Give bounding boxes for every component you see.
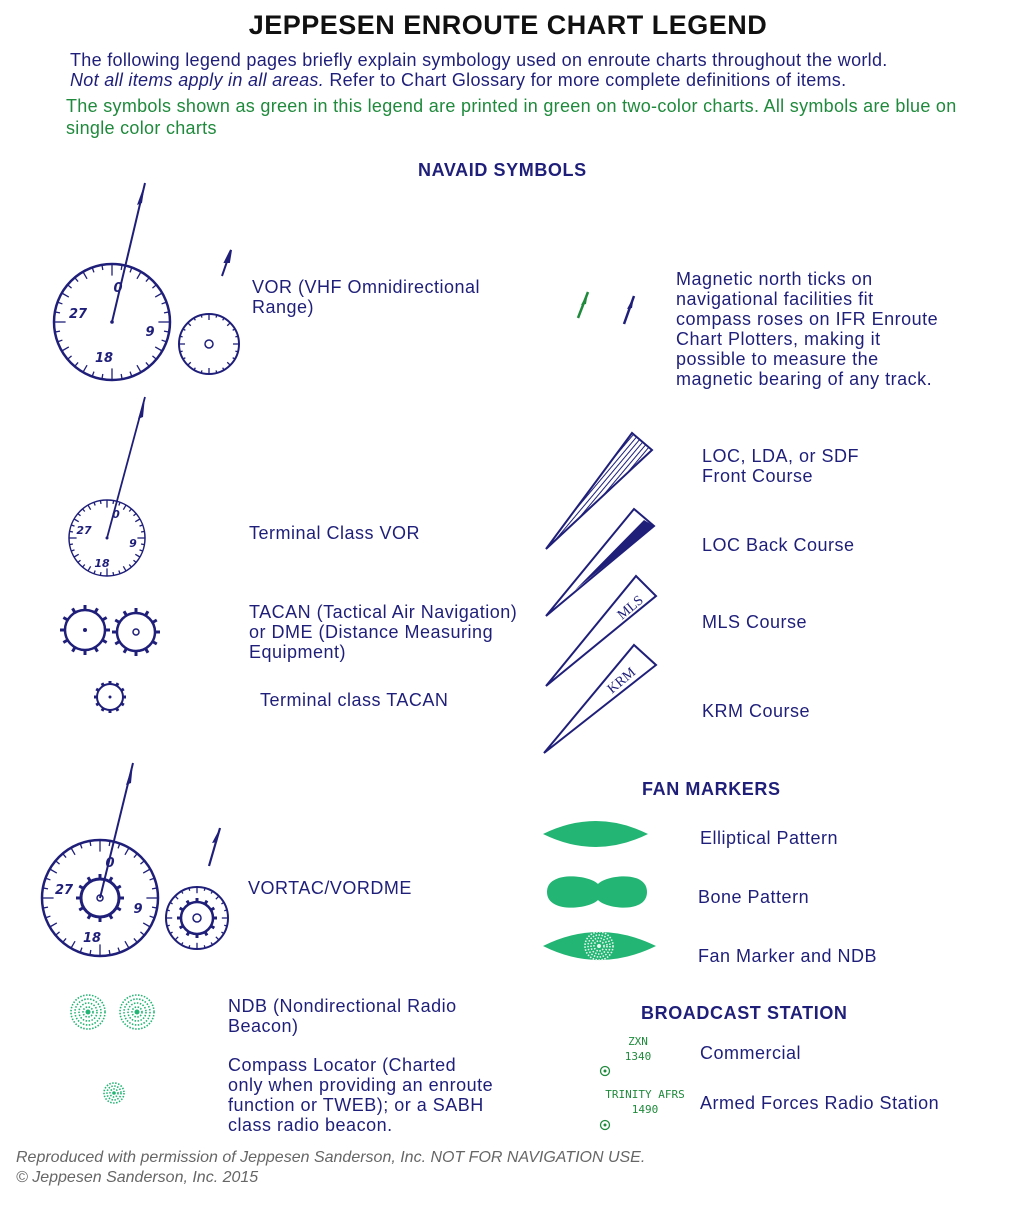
footer-line-2: © Jeppesen Sanderson, Inc. 2015 (16, 1169, 259, 1186)
loc-back-label: LOC Back Course (702, 535, 855, 555)
green-note: The symbols shown as green in this legend are printed in green on two-color charts. All symbols are blue on single color charts (66, 96, 957, 138)
elliptical-pattern-icon (543, 821, 648, 847)
rose-north-label: 0 (113, 281, 123, 296)
terminal-tacan-label: Terminal class TACAN (260, 690, 449, 710)
navaid-heading: NAVAID SYMBOLS (418, 160, 587, 180)
vortac-rose-north-label: 0 (105, 856, 115, 871)
fan-markers-heading: FAN MARKERS (642, 779, 781, 799)
rose-east-label: 9 (145, 325, 155, 340)
tacan-icon (60, 605, 160, 656)
magnetic-north-ticks-icon (578, 292, 634, 324)
fan-ndb-label: Fan Marker and NDB (698, 946, 878, 966)
ndb-label: NDB (Nondirectional Radio Beacon) (228, 996, 457, 1036)
armed-forces-label: Armed Forces Radio Station (700, 1093, 940, 1113)
vor-label: VOR (VHF Omnidirectional Range) (252, 277, 481, 317)
vor-compass-rose-icon (54, 183, 170, 380)
fan-marker-ndb-icon (543, 932, 656, 960)
armed-callsign: TRINITY AFRS (605, 1088, 685, 1101)
vor-small-rose-icon (179, 250, 239, 374)
tacan-label: TACAN (Tactical Air Navigation) or DME (Distance Measuring Equipment) (249, 602, 518, 662)
vortac-rose-east-label: 9 (133, 902, 143, 917)
magnetic-note: Magnetic north ticks on navigational facilities fit compass roses on IFR Enroute Chart Plotters, making it possible to measure the magnetic bearing of any track. (676, 269, 939, 389)
vortac-rose-south-label: 18 (82, 931, 102, 946)
bone-pattern-icon (547, 876, 647, 907)
mls-tag: MLS (614, 593, 647, 624)
krm-label: KRM Course (702, 701, 811, 721)
terminal-rose-east-label: 9 (129, 537, 137, 550)
terminal-rose-south-label: 18 (94, 557, 110, 570)
vortac-label: VORTAC/VORDME (248, 878, 412, 898)
broadcast-heading: BROADCAST STATION (641, 1003, 848, 1023)
armed-forces-broadcast-icon (601, 1088, 685, 1130)
compass-locator-label: Compass Locator (Charted only when providing an enroute function or TWEB); or a SABH class radio beacon. (228, 1055, 494, 1135)
commercial-frequency: 1340 (624, 1050, 652, 1063)
commercial-broadcast-icon (601, 1035, 652, 1076)
krm-course-icon (544, 645, 656, 753)
elliptical-label: Elliptical Pattern (700, 828, 839, 848)
krm-tag: KRM (604, 665, 640, 698)
terminal-rose-north-label: 0 (112, 508, 120, 521)
terminal-tacan-icon (94, 681, 126, 713)
intro-italic: Not all items apply in all areas. (70, 70, 325, 90)
terminal-vor-label: Terminal Class VOR (249, 523, 421, 543)
vortac-rose-west-label: 27 (54, 883, 74, 898)
rose-west-label: 27 (68, 307, 88, 322)
rose-south-label: 18 (94, 351, 114, 366)
footer-line-1: Reproduced with permission of Jeppesen Sanderson, Inc. NOT FOR NAVIGATION USE. (16, 1149, 646, 1166)
vortac-small-icon (166, 828, 228, 949)
loc-front-label: LOC, LDA, or SDF Front Course (702, 446, 860, 486)
terminal-vor-rose-icon (69, 397, 145, 576)
bone-label: Bone Pattern (698, 887, 810, 907)
commercial-label: Commercial (700, 1043, 802, 1063)
armed-frequency: 1490 (631, 1103, 659, 1116)
terminal-rose-west-label: 27 (76, 524, 92, 537)
mls-course-icon (546, 576, 656, 686)
intro-line-1: The following legend pages briefly explain symbology used on enroute charts throughout the world. (70, 50, 888, 70)
commercial-callsign: ZXN (628, 1035, 648, 1048)
mls-label: MLS Course (702, 612, 808, 632)
intro-rest: Refer to Chart Glossary for more complete definitions of items. (324, 70, 847, 90)
page-title: JEPPESEN ENROUTE CHART LEGEND (248, 10, 768, 40)
ndb-icon (71, 995, 154, 1029)
vortac-rose-icon (42, 763, 158, 956)
compass-locator-icon (104, 1083, 124, 1103)
